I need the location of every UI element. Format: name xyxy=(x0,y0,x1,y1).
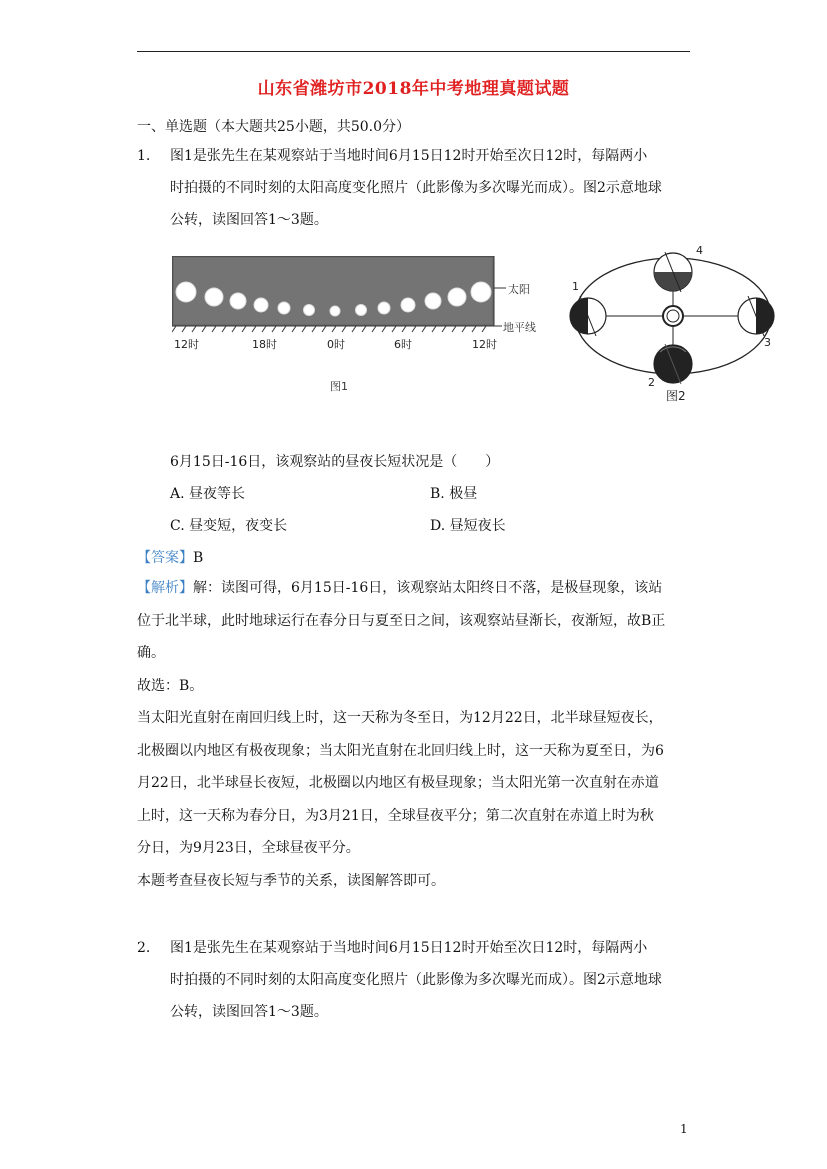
figure-2-earth-orbit xyxy=(560,240,810,410)
analysis-line: 分日，为9月23日，全球昼夜平分。 xyxy=(137,840,360,856)
stem-line: 时拍摄的不同时刻的太阳高度变化照片（此影像为多次曝光而成）。图2示意地球 xyxy=(170,180,662,196)
position-label: 2 xyxy=(648,376,655,389)
analysis-line: 本题考查昼夜长短与季节的关系，读图解答即可。 xyxy=(137,872,445,889)
analysis-block xyxy=(137,572,693,897)
horizon-label: 地平线 xyxy=(503,321,536,334)
section-heading: 一、单选题（本大题共25小题，共50.0分） xyxy=(137,119,410,135)
page-number: 1 xyxy=(680,1122,688,1136)
horizon-hatching xyxy=(172,326,494,332)
sun-exposure xyxy=(176,282,196,302)
analysis-line: 【解析】解：读图可得，6月15日-16日，该观察站太阳终日不落，是极昼现象，该站 xyxy=(137,580,663,596)
analysis-tag: 【解析】 xyxy=(137,580,193,596)
time-label: 0时 xyxy=(327,338,345,351)
sun-exposure xyxy=(471,282,491,302)
earth-position-2 xyxy=(654,344,692,384)
analysis-line: 北极圈以内地区有极夜现象；当太阳光直射在北回归线上时，这一天称为夏至日，为6 xyxy=(137,742,664,759)
answer-value: B xyxy=(193,550,204,566)
sun-label: 太阳 xyxy=(508,283,530,296)
question-2-number: 2. xyxy=(137,940,151,956)
sun-exposure xyxy=(356,305,367,316)
question-1-number: 1. xyxy=(137,148,151,164)
option-a[interactable]: A. 昼夜等长 xyxy=(170,486,246,502)
answer-tag: 【答案】 xyxy=(137,550,193,566)
sun-exposure xyxy=(278,302,290,314)
sun-exposure xyxy=(378,302,390,314)
sun-exposure xyxy=(205,288,223,306)
option-b[interactable]: B. 极昼 xyxy=(430,486,478,502)
analysis-line: 当太阳光直射在南回归线上时，这一天称为冬至日，为12月22日，北半球昼短夜长， xyxy=(137,710,663,726)
stem-line: 时拍摄的不同时刻的太阳高度变化照片（此影像为多次曝光而成）。图2示意地球 xyxy=(170,972,662,988)
analysis-line: 故选：B。 xyxy=(137,677,204,694)
option-c[interactable]: C. 昼变短，夜变长 xyxy=(170,518,288,534)
stem-line: 公转，读图回答1～3题。 xyxy=(170,212,328,228)
analysis-line: 上时，这一天称为春分日，为3月21日，全球昼夜平分；第二次直射在赤道上时为秋 xyxy=(137,807,654,824)
header-rule xyxy=(137,51,690,52)
position-label: 4 xyxy=(696,244,703,257)
analysis-line: 确。 xyxy=(137,645,165,661)
position-label: 1 xyxy=(572,280,579,293)
sun-exposure xyxy=(304,305,315,316)
analysis-line: 月22日，北半球昼长夜短，北极圈以内地区有极昼现象；当太阳光第一次直射在赤道 xyxy=(137,775,659,791)
sun-exposure xyxy=(425,293,441,309)
stem-line: 图1是张先生在某观察站于当地时间6月15日12时开始至次日12时，每隔两小 xyxy=(170,148,648,164)
stem-line: 公转，读图回答1～3题。 xyxy=(170,1004,328,1020)
earth-position-4 xyxy=(654,252,692,292)
page-title: 山东省潍坊市2018年中考地理真题试题 xyxy=(257,79,570,99)
sun-exposure xyxy=(330,306,340,316)
sun-exposure xyxy=(230,293,246,309)
time-label: 12时 xyxy=(174,338,199,351)
option-d[interactable]: D. 昼短夜长 xyxy=(430,518,506,534)
time-label: 12时 xyxy=(472,338,497,351)
question-1-prompt: 6月15日-16日，该观察站的昼夜长短状况是（ ） xyxy=(170,454,500,470)
figure-1-caption: 图1 xyxy=(330,380,348,393)
figure-2-caption: 图2 xyxy=(666,389,686,403)
question-1-stem xyxy=(170,140,698,236)
stem-line: 图1是张先生在某观察站于当地时间6月15日12时开始至次日12时，每隔两小 xyxy=(170,940,648,956)
question-2-stem xyxy=(170,932,698,1028)
sun-exposure xyxy=(254,298,268,312)
position-label: 3 xyxy=(764,336,771,349)
time-label: 6时 xyxy=(394,338,412,351)
figure-1-sun-path xyxy=(172,256,552,396)
answer-row xyxy=(137,547,203,567)
time-label: 18时 xyxy=(252,338,277,351)
earth-position-1 xyxy=(570,296,606,336)
sun-exposure xyxy=(401,298,415,312)
analysis-line: 位于北半球，此时地球运行在春分日与夏至日之间，该观察站昼渐长，夜渐短，故B正 xyxy=(137,612,666,629)
sun-exposure xyxy=(448,288,466,306)
